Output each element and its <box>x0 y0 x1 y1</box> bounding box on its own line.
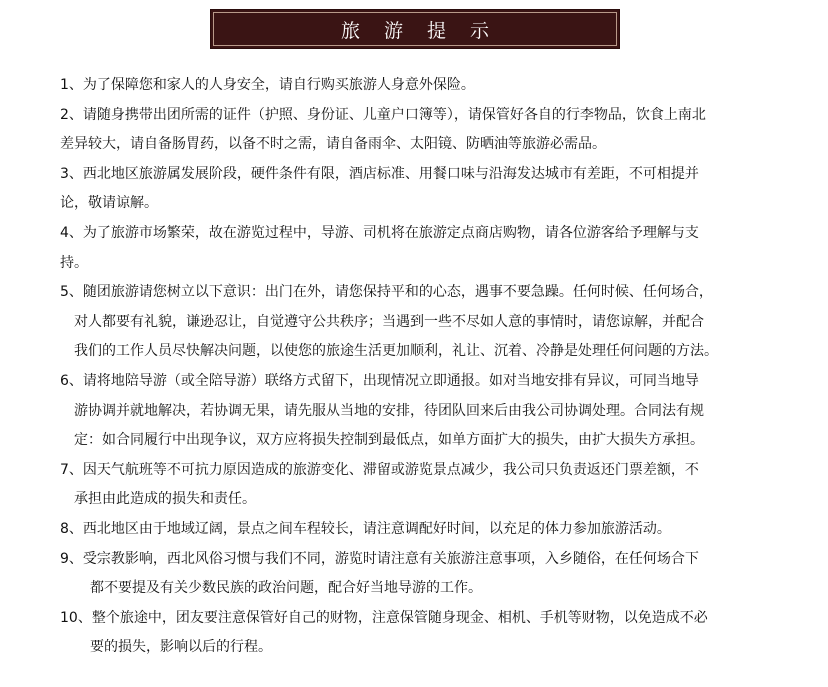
notice-line: 定：如合同履行中出现争议，双方应将损失控制到最低点，如单方面扩大的损失，由扩大损失方承担。 <box>74 432 704 449</box>
notice-line: 6、请将地陪导游（或全陪导游）联络方式留下，出现情况立即通报。如对当地安排有异议，可同当地导 <box>60 372 699 389</box>
notice-list <box>0 71 828 663</box>
notice-line: 9、受宗教影响，西北风俗习惯与我们不同，游览时请注意有关旅游注意事项，入乡随俗，在任何场合下 <box>60 550 699 567</box>
notice-item <box>60 219 828 278</box>
notice-line: 差异较大，请自备肠胃药，以备不时之需，请自备雨伞、太阳镜、防晒油等旅游必需品。 <box>60 136 606 153</box>
notice-line: 我们的工作人员尽快解决问题，以使您的旅途生活更加顺利，礼让、沉着、冷静是处理任何问题的方法。 <box>74 343 718 360</box>
notice-item <box>60 101 828 160</box>
notice-item <box>60 545 828 604</box>
notice-line: 1、为了保障您和家人的人身安全，请自行购买旅游人身意外保险。 <box>60 77 475 93</box>
notice-item <box>60 515 828 545</box>
notice-item <box>60 278 828 367</box>
notice-line: 承担由此造成的损失和责任。 <box>74 491 256 508</box>
notice-line: 要的损失，影响以后的行程。 <box>90 639 272 656</box>
notice-line: 10、整个旅途中，团友要注意保管好自己的财物，注意保管随身现金、相机、手机等财物，以免造成不必 <box>60 609 708 626</box>
notice-line: 4、为了旅游市场繁荣，故在游览过程中，导游、司机将在旅游定点商店购物，请各位游客给予理解与支 <box>60 224 699 241</box>
notice-item <box>60 456 828 515</box>
notice-line: 3、西北地区旅游属发展阶段，硬件条件有限，酒店标准、用餐口味与沿海发达城市有差距，不可相提并 <box>60 165 699 182</box>
page-title: 旅 游 提 示 <box>340 19 499 42</box>
notice-item <box>60 71 828 101</box>
notice-line: 5、随团旅游请您树立以下意识：出门在外，请您保持平和的心态，遇事不要急躁。任何时候、任何场合， <box>60 284 713 301</box>
notice-line: 8、西北地区由于地域辽阔，景点之间车程较长，请注意调配好时间，以充足的体力参加旅游活动。 <box>60 520 671 537</box>
notice-item <box>60 367 828 456</box>
notice-line: 都不要提及有关少数民族的政治问题，配合好当地导游的工作。 <box>90 580 482 597</box>
notice-line: 游协调并就地解决，若协调无果，请先服从当地的安排，待团队回来后由我公司协调处理。合同法有规 <box>74 402 704 419</box>
notice-item <box>60 160 828 219</box>
notice-item <box>60 604 828 663</box>
title-banner <box>210 9 620 49</box>
notice-line: 7、因天气航班等不可抗力原因造成的旅游变化、滞留或游览景点减少，我公司只负责返还门票差额，不 <box>60 461 699 478</box>
notice-line: 持。 <box>60 254 88 271</box>
notice-line: 对人都要有礼貌，谦逊忍让，自觉遵守公共秩序；当遇到一些不尽如人意的事情时，请您谅解，并配合 <box>74 313 704 330</box>
notice-line: 2、请随身携带出团所需的证件（护照、身份证、儿童户口簿等），请保管好各自的行李物品，饮食上南北 <box>60 106 706 123</box>
notice-line: 论，敬请谅解。 <box>60 195 158 212</box>
